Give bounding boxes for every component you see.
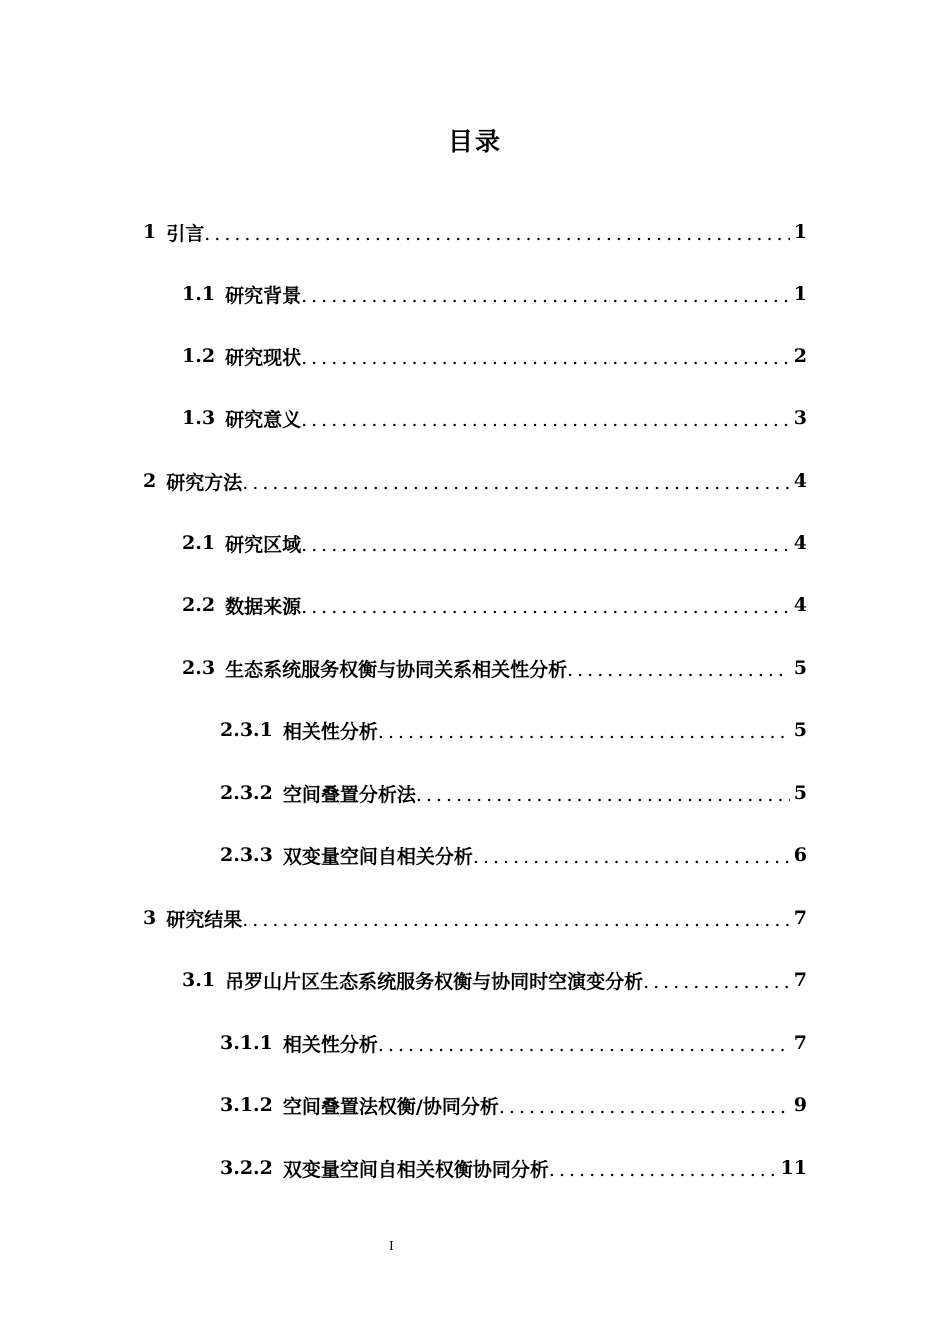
toc-entry-number: 1	[143, 221, 157, 243]
toc-entry-2-3-3[interactable]	[220, 835, 807, 875]
toc-dot-leader	[301, 348, 790, 376]
toc-entry-title: 引言	[166, 222, 205, 245]
toc-entry-number: 2.1	[182, 532, 216, 554]
toc-entry-page: 5	[793, 719, 807, 741]
toc-entry-title: 研究现状	[225, 346, 302, 369]
toc-entry-title: 研究区域	[225, 533, 302, 556]
toc-entry-page: 9	[793, 1094, 807, 1116]
toc-entry-number: 3.1.2	[220, 1094, 273, 1116]
toc-entry-page: 3	[793, 407, 807, 429]
toc-entry-1-1[interactable]	[182, 274, 807, 314]
toc-entry-page: 4	[793, 470, 807, 492]
toc-dot-leader	[301, 410, 790, 438]
toc-entry-title: 研究背景	[225, 284, 302, 307]
toc-entry-page: 7	[793, 907, 807, 929]
toc-dot-leader	[499, 1097, 790, 1125]
toc-entry-page: 4	[793, 532, 807, 554]
toc-entry-3-1-2[interactable]	[220, 1085, 807, 1125]
toc-dot-leader	[378, 722, 790, 750]
toc-entry-2-3[interactable]	[182, 648, 807, 688]
toc-entry-title: 双变量空间自相关权衡协同分析	[282, 1158, 549, 1181]
toc-dot-leader	[242, 910, 790, 938]
toc-entry-title: 研究方法	[166, 471, 243, 494]
toc-dot-leader	[204, 224, 790, 252]
toc-dot-leader	[567, 660, 790, 688]
toc-entry-2-3-1[interactable]	[220, 710, 807, 750]
toc-entry-2-3-2[interactable]	[220, 773, 807, 813]
toc-dot-leader	[301, 535, 790, 563]
toc-entry-title: 空间叠置法权衡/协同分析	[282, 1095, 499, 1118]
toc-entry-3-1-1[interactable]	[220, 1023, 807, 1063]
toc-entry-page: 11	[780, 1157, 807, 1179]
toc-entry-title: 相关性分析	[282, 720, 378, 743]
toc-entry-number: 2.3.3	[220, 844, 273, 866]
toc-dot-leader	[643, 972, 790, 1000]
toc-entry-number: 1.2	[182, 345, 216, 367]
toc-entry-number: 2.3.1	[220, 719, 273, 741]
toc-dot-leader	[416, 785, 790, 813]
toc-entry-number: 2.2	[182, 594, 216, 616]
toc-entry-number: 2	[143, 470, 157, 492]
toc-entry-page: 1	[793, 221, 807, 243]
toc-entry-2-1[interactable]	[182, 523, 807, 563]
toc-entry-number: 3.1	[182, 969, 216, 991]
toc-entry-page: 1	[793, 283, 807, 305]
toc-entry-3-2-2[interactable]	[220, 1148, 807, 1188]
toc-entry-title: 吊罗山片区生态系统服务权衡与协同时空演变分析	[225, 970, 644, 993]
toc-entry-1-3[interactable]	[182, 398, 807, 438]
toc-entry-1-2[interactable]	[182, 336, 807, 376]
toc-entry-title: 研究结果	[166, 908, 243, 931]
toc-dot-leader	[473, 847, 790, 875]
toc-dot-leader	[549, 1160, 777, 1188]
toc-entry-page: 6	[793, 844, 807, 866]
page-number-marker: I	[389, 1239, 394, 1253]
toc-entry-number: 1.3	[182, 407, 216, 429]
page-title: 目录	[447, 127, 502, 156]
toc-entry-page: 2	[793, 345, 807, 367]
toc-entry-title: 双变量空间自相关分析	[282, 845, 473, 868]
toc-entry-page: 4	[793, 594, 807, 616]
toc-entry-number: 3.2.2	[220, 1157, 273, 1179]
toc-entry-1[interactable]	[143, 212, 807, 252]
toc-entry-title: 相关性分析	[282, 1033, 378, 1056]
toc-entry-page: 5	[793, 657, 807, 679]
toc-dot-leader	[378, 1035, 790, 1063]
toc-entry-title: 生态系统服务权衡与协同关系相关性分析	[225, 658, 568, 681]
toc-dot-leader	[301, 597, 790, 625]
toc-entry-3-1[interactable]	[182, 960, 807, 1000]
toc-entry-title: 空间叠置分析法	[282, 783, 416, 806]
toc-entry-number: 2.3	[182, 657, 216, 679]
toc-entry-page: 7	[793, 969, 807, 991]
toc-entry-page: 7	[793, 1032, 807, 1054]
toc-entry-title: 数据来源	[225, 595, 302, 618]
toc-entry-2-2[interactable]	[182, 585, 807, 625]
toc-dot-leader	[242, 473, 790, 501]
toc-entry-2[interactable]	[143, 461, 807, 501]
toc-entry-title: 研究意义	[225, 408, 302, 431]
toc-entry-number: 1.1	[182, 283, 216, 305]
toc-entry-3[interactable]	[143, 898, 807, 938]
toc-dot-leader	[301, 286, 790, 314]
toc-entry-number: 3	[143, 907, 157, 929]
toc-entry-number: 2.3.2	[220, 782, 273, 804]
toc-entry-page: 5	[793, 782, 807, 804]
toc-entry-number: 3.1.1	[220, 1032, 273, 1054]
